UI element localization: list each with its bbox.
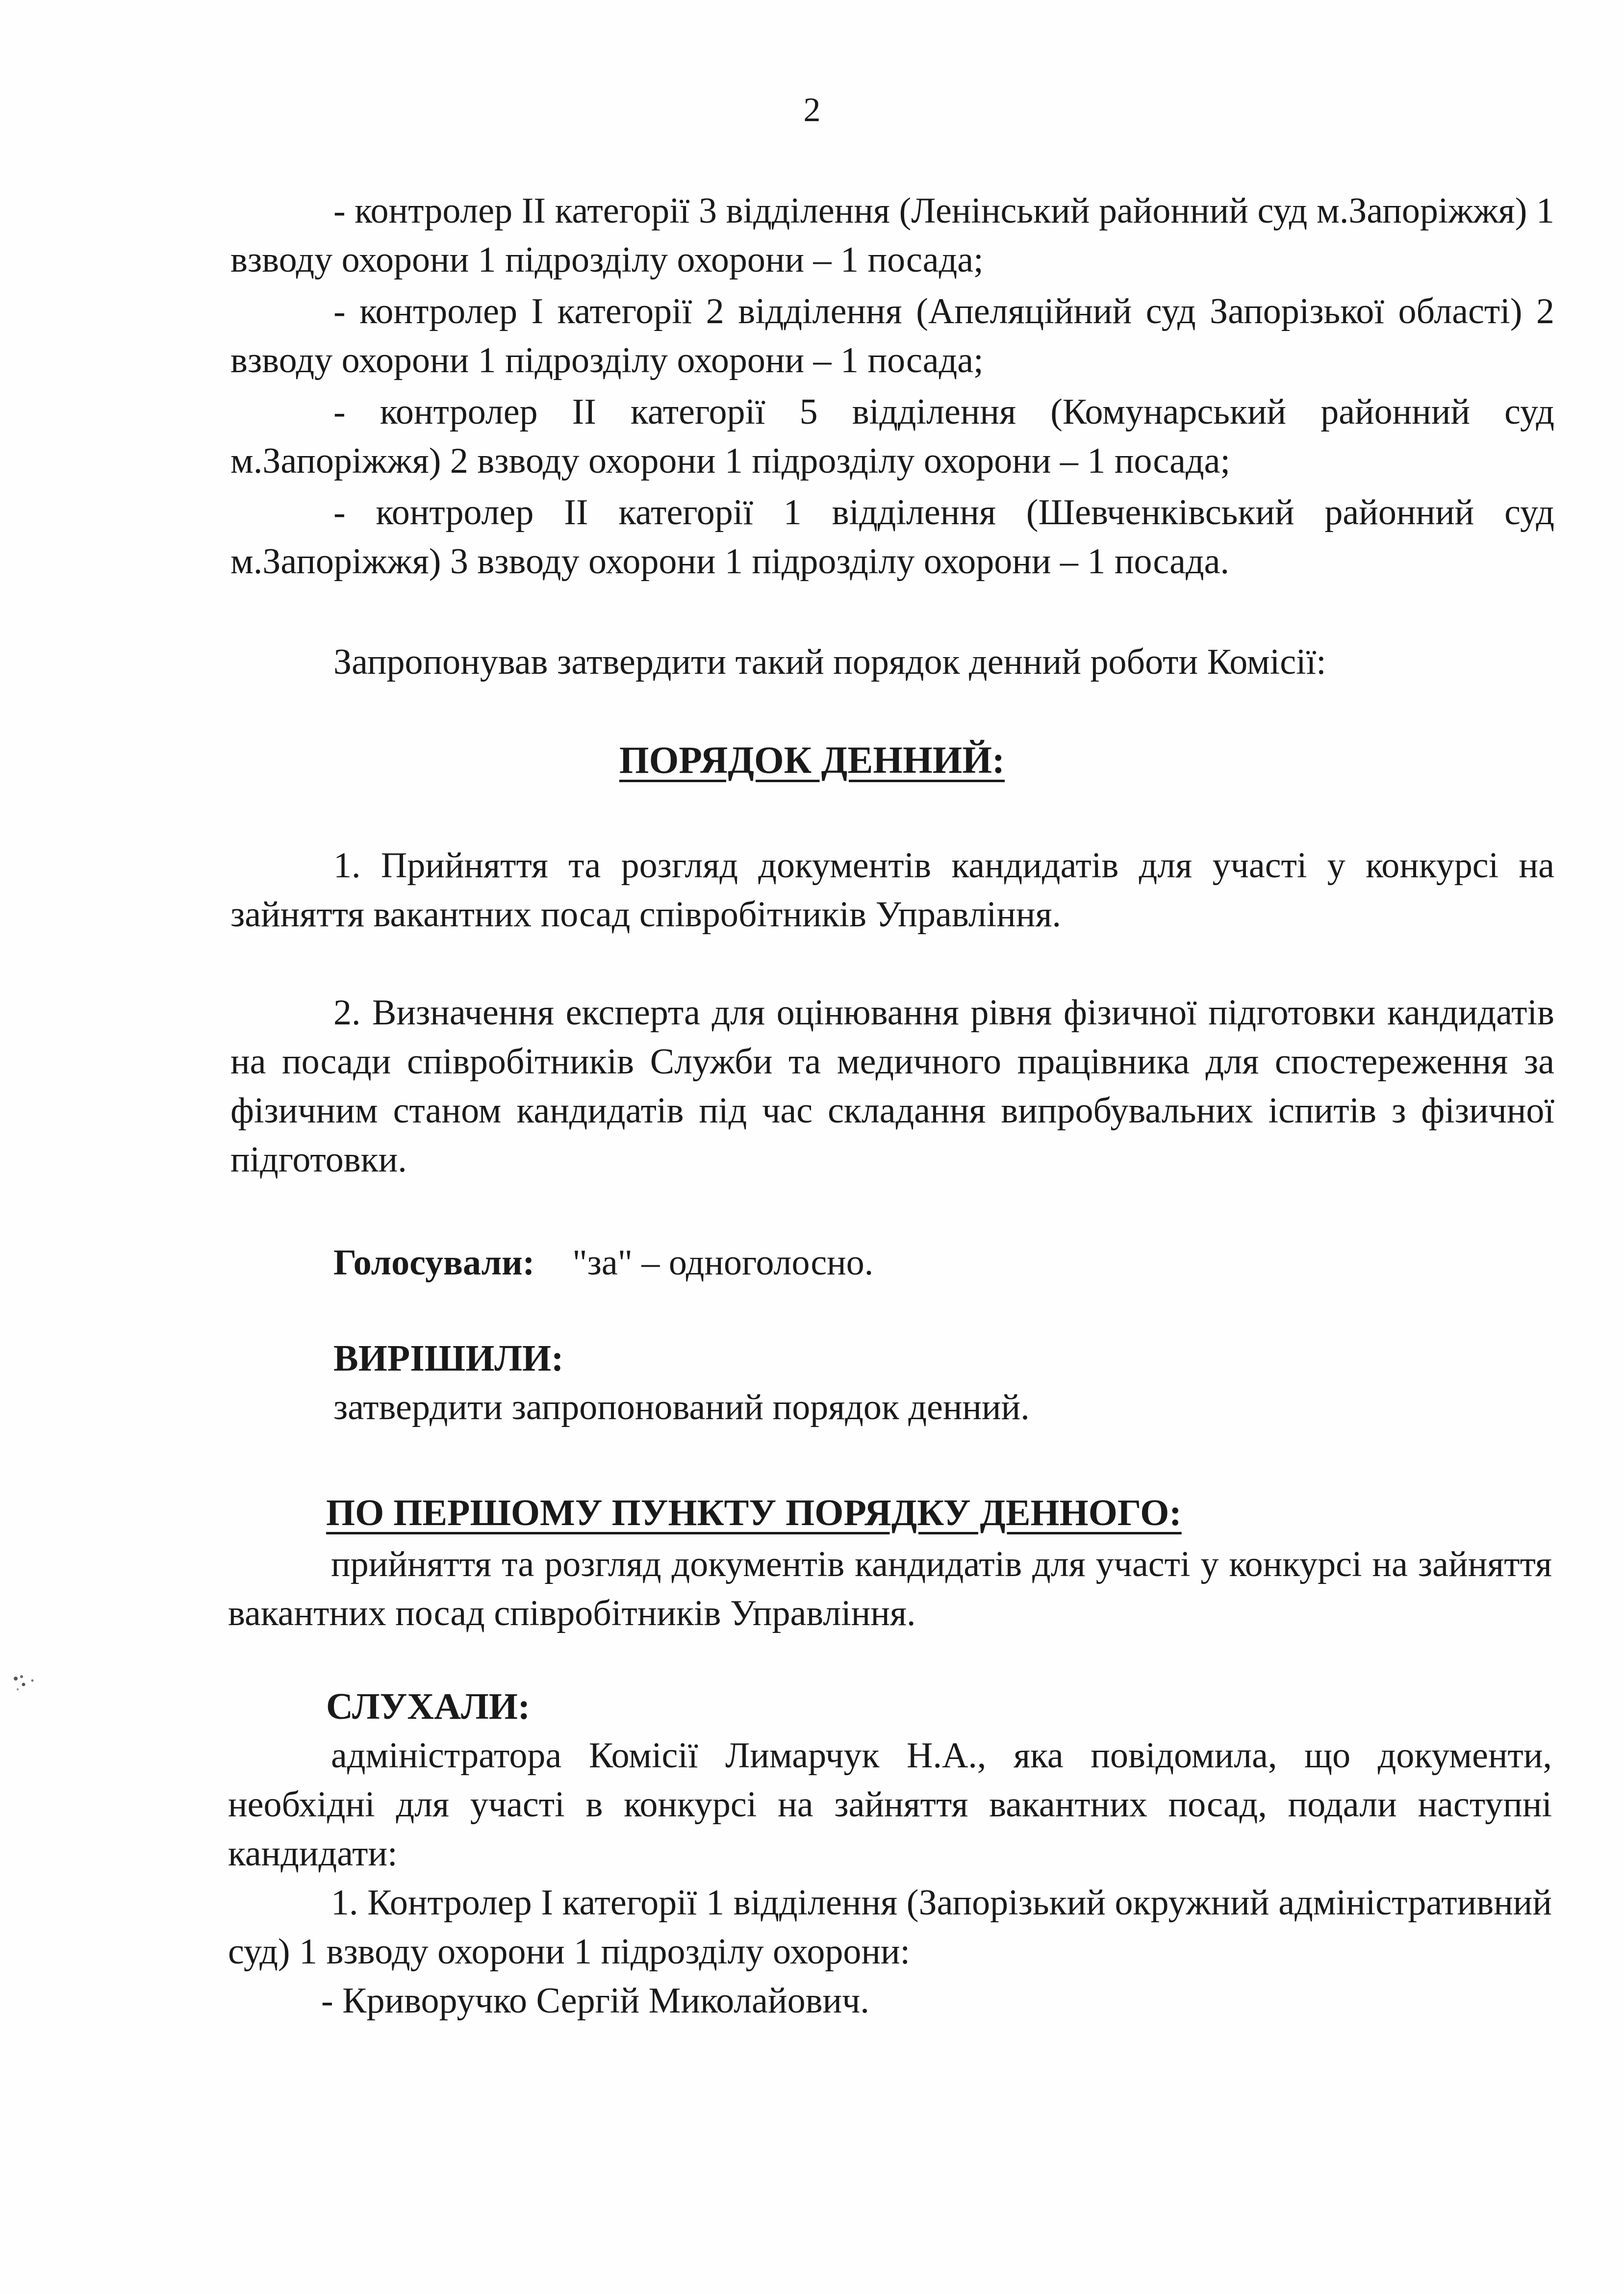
agenda-heading: ПОРЯДОК ДЕННИЙ: [619, 739, 1005, 781]
decided-heading: ВИРІШИЛИ: [333, 1338, 564, 1379]
agenda-item-2: 2. Визначення експерта для оцінювання рівня фізичної підготовки кандидатів на посади співробітників Служби та медичного працівника для спостереження за фізичним станом кандидатів під час складання випробувальних іспитів з фізичної підготовки. [230, 993, 1554, 1180]
position-item-2 [230, 287, 1554, 385]
position-1-line-1: - контролер ІІ категорії 3 відділення (Ленінський районний суд [333, 191, 1308, 231]
scan-mark-icon [9, 1670, 43, 1699]
position-2-line-2: 2 взводу охорони 1 підрозділу охорони – 1 посада; [230, 291, 1555, 381]
position-1-line-2: м.Запоріжжя) 1 взводу охорони 1 підрозділу охорони – 1 посада; [230, 191, 1555, 280]
heard-position: 1. Контролер І категорії 1 відділення (Запорізький окружний адміністративний суд) 1 взводу охорони 1 підрозділу охорони: [228, 1883, 1552, 1972]
first-item-text: прийняття та розгляд документів кандидатів для участі у конкурсі на зайняття вакантних посад співробітників Управління. [228, 1544, 1552, 1633]
position-3-line-1: - контролер ІІ категорії 5 відділення (Комунарський районний суд [333, 392, 1554, 432]
heard-text: адміністратора Комісії Лимарчук Н.А., яка повідомила, що документи, необхідні для участі в конкурсі на зайняття вакантних посад, подали наступні кандидати: [228, 1735, 1552, 1874]
position-item-1 [230, 186, 1554, 284]
position-4-line-1: - контролер ІІ категорії 1 відділення (Шевченківський районний суд [333, 492, 1554, 533]
position-2-line-1: - контролер І категорії 2 відділення (Апеляційний суд Запорізької області) [333, 291, 1522, 331]
vote-value: "за" – одноголосно. [572, 1243, 874, 1283]
position-4-line-2: м.Запоріжжя) 3 взводу охорони 1 підрозділу охорони – 1 посада. [230, 541, 1229, 582]
position-item-4 [230, 488, 1554, 586]
first-item-heading-wrap [326, 1488, 1552, 1538]
position-3-line-2: м.Запоріжжя) 2 взводу охорони 1 підрозділу охорони – 1 посада; [230, 441, 1231, 481]
decided-text: затвердити запропонований порядок денний. [333, 1387, 1030, 1427]
agenda-proposal: Запропонував затвердити такий порядок денний роботи Комісії: [333, 642, 1326, 682]
decided-section [333, 1334, 1554, 1432]
heard-heading: СЛУХАЛИ: [326, 1686, 531, 1727]
agenda-item-1: 1. Прийняття та розгляд документів кандидатів для участі у конкурсі на зайняття вакантних посад співробітників Управління. [230, 845, 1554, 935]
heard-heading-wrap [326, 1682, 1552, 1732]
position-item-3 [230, 387, 1554, 485]
page-number: 2 [803, 91, 821, 129]
first-item-heading: ПО ПЕРШОМУ ПУНКТУ ПОРЯДКУ ДЕННОГО: [326, 1492, 1182, 1533]
vote-line [333, 1238, 1554, 1287]
heard-candidate: - Криворучко Сергій Миколайович. [321, 1981, 869, 2021]
vote-label: Голосували: [333, 1243, 535, 1283]
